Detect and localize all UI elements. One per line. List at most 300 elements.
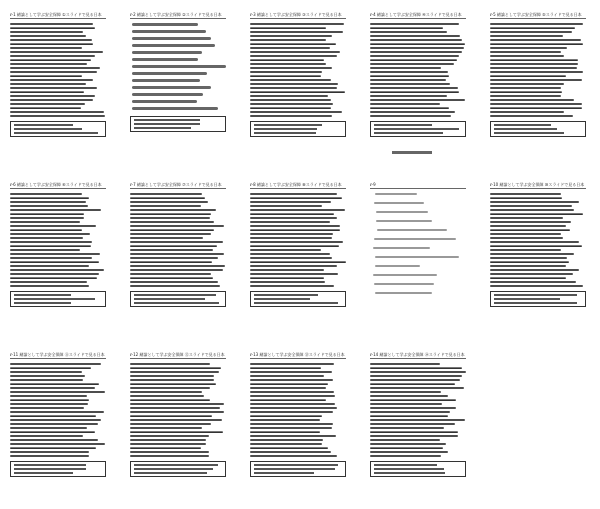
text-line [250, 435, 336, 437]
text-line [10, 371, 82, 373]
text-line [370, 115, 451, 117]
worksheet-page [6, 8, 110, 160]
text-line [490, 35, 563, 37]
text-line [250, 407, 337, 409]
text-line [370, 435, 458, 437]
text-line [10, 443, 105, 445]
text-line [370, 395, 448, 397]
text-line [250, 95, 328, 97]
text-line [250, 221, 330, 223]
text-line [370, 39, 462, 41]
notes-line [134, 302, 219, 304]
text-line [130, 383, 216, 385]
notes-line [14, 124, 73, 126]
text-line [490, 51, 561, 53]
text-line [10, 59, 91, 61]
notes-line [14, 464, 86, 466]
text-line [250, 193, 337, 195]
text-line [250, 367, 321, 369]
worksheet-page [126, 8, 230, 160]
text-line [490, 87, 561, 89]
text-line [10, 411, 104, 413]
notes-box [10, 461, 106, 477]
page-title: ℓ-11 緒論として学ぶ安全保障 ⑪スライドで見る日本 [10, 352, 105, 357]
text-line [370, 371, 466, 373]
text-line [10, 237, 83, 239]
notes-line [134, 298, 205, 300]
text-line [10, 39, 92, 41]
notes-box [490, 121, 586, 137]
notes-line [254, 472, 314, 474]
title-rule [250, 358, 346, 359]
text-line [250, 237, 332, 239]
notes-line [14, 472, 73, 474]
worksheet-page [126, 348, 230, 500]
notes-line [494, 132, 564, 134]
notes-line [134, 472, 207, 474]
notes-box [10, 291, 106, 307]
text-line [10, 87, 97, 89]
text-line [250, 47, 330, 49]
text-line [10, 27, 95, 29]
title-rule [10, 358, 106, 359]
text-line [130, 233, 211, 235]
text-line [250, 419, 320, 421]
notes-box [130, 116, 226, 132]
text-line [10, 455, 89, 457]
text-line [10, 451, 89, 453]
text-line [130, 435, 209, 437]
text-line [490, 107, 582, 109]
text-line [10, 253, 100, 255]
notes-line [14, 298, 95, 300]
text-line [490, 233, 561, 235]
text-line [370, 375, 462, 377]
text-line [250, 455, 337, 457]
text-line [250, 281, 325, 283]
text-line [10, 383, 99, 385]
title-rule [370, 188, 466, 189]
text-line [130, 411, 224, 413]
text-line [250, 87, 337, 89]
text-line [370, 451, 448, 453]
notes-line [134, 123, 200, 125]
text-line [10, 209, 101, 211]
text-line [250, 451, 331, 453]
text-line [130, 201, 208, 203]
worksheet-page [486, 178, 590, 330]
text-line [10, 83, 86, 85]
handwriting-line [373, 274, 437, 276]
text-line [490, 209, 574, 211]
text-line [250, 233, 333, 235]
notes-line [254, 132, 316, 134]
text-line [10, 47, 82, 49]
text-line [250, 91, 345, 93]
text-line [490, 269, 579, 271]
text-line [130, 261, 212, 263]
text-line [490, 205, 572, 207]
handwriting-line [374, 238, 456, 240]
handwriting-line [132, 72, 207, 75]
text-line [10, 103, 85, 105]
text-line [250, 51, 340, 53]
text-line [370, 427, 444, 429]
notes-line [254, 468, 335, 470]
text-line [370, 55, 459, 57]
text-line [490, 285, 583, 287]
text-line [490, 253, 574, 255]
notes-line [494, 298, 560, 300]
worksheet-page [366, 348, 470, 500]
text-line [10, 281, 87, 283]
notes-line [374, 464, 437, 466]
handwriting-line [132, 44, 215, 47]
text-line [490, 237, 563, 239]
text-line [250, 111, 342, 113]
text-line [490, 91, 562, 93]
handwriting-line [132, 51, 202, 54]
text-line [250, 83, 338, 85]
text-line [130, 443, 206, 445]
text-line [10, 447, 96, 449]
text-line [130, 213, 211, 215]
notes-line [14, 468, 86, 470]
text-line [490, 59, 578, 61]
text-line [130, 217, 210, 219]
text-line [10, 221, 80, 223]
text-line [130, 273, 211, 275]
text-line [490, 83, 564, 85]
text-line [370, 23, 459, 25]
text-line [130, 427, 202, 429]
text-line [250, 375, 324, 377]
notes-line [254, 128, 317, 130]
handwriting-line [374, 202, 423, 204]
text-line [250, 39, 326, 41]
text-line [10, 363, 101, 365]
text-line [130, 371, 219, 373]
notes-box [250, 291, 346, 307]
text-line [130, 253, 224, 255]
text-line [490, 39, 581, 41]
text-line [490, 75, 566, 77]
text-line [250, 399, 326, 401]
text-line [370, 439, 440, 441]
text-line [10, 249, 80, 251]
text-line [490, 99, 574, 101]
text-line [10, 91, 84, 93]
notes-line [254, 464, 338, 466]
text-line [250, 115, 332, 117]
text-line [10, 51, 103, 53]
text-line [250, 79, 331, 81]
handwriting-line [132, 100, 197, 103]
text-line [370, 35, 460, 37]
notes-line [134, 127, 191, 129]
text-line [250, 261, 346, 263]
text-line [490, 265, 566, 267]
text-line [370, 99, 465, 101]
notes-line [134, 119, 200, 121]
notes-box [490, 291, 586, 307]
title-rule [370, 18, 466, 19]
notes-line [254, 298, 310, 300]
title-rule [10, 18, 106, 19]
text-line [250, 43, 336, 45]
text-line [370, 67, 441, 69]
text-line [490, 47, 567, 49]
handwriting-line [132, 107, 218, 110]
text-line [370, 415, 448, 417]
text-line [10, 261, 99, 263]
text-line [10, 23, 93, 25]
text-line [130, 379, 214, 381]
text-line [130, 391, 202, 393]
notes-line [494, 124, 551, 126]
text-line [370, 43, 465, 45]
text-line [370, 83, 450, 85]
text-line [10, 71, 97, 73]
text-line [130, 439, 206, 441]
text-line [130, 249, 213, 251]
text-line [10, 273, 99, 275]
text-line [10, 375, 85, 377]
notes-line [14, 132, 98, 134]
handwriting-line [374, 283, 434, 285]
worksheet-page [246, 178, 350, 330]
text-line [10, 431, 95, 433]
text-line [370, 75, 449, 77]
notes-line [374, 472, 445, 474]
text-line [130, 229, 214, 231]
text-line [10, 245, 91, 247]
notes-line [374, 468, 444, 470]
notes-box [370, 461, 466, 477]
worksheet-page [246, 348, 350, 500]
text-line [10, 197, 89, 199]
text-line [10, 427, 87, 429]
handwriting-line [132, 58, 198, 61]
text-line [10, 63, 87, 65]
handwriting-line [376, 211, 428, 213]
text-line [250, 285, 334, 287]
text-line [250, 415, 322, 417]
text-line [10, 399, 89, 401]
text-line [10, 367, 91, 369]
text-line [250, 63, 326, 65]
text-line [250, 71, 322, 73]
text-line [130, 193, 202, 195]
page-title: ℓ-12 緒論として学ぶ安全保障 ⑫スライドで見る日本 [130, 352, 225, 357]
text-line [10, 265, 89, 267]
notes-box [370, 121, 466, 137]
title-rule [250, 18, 346, 19]
page-title: ℓ-3 緒論として学ぶ安全保障 ③スライドで見る日本 [250, 12, 342, 17]
text-line [130, 363, 210, 365]
text-line [130, 415, 212, 417]
text-line [370, 447, 443, 449]
handwriting-line [132, 37, 211, 40]
text-line [250, 197, 342, 199]
worksheet-page [6, 348, 110, 500]
text-line [250, 99, 331, 101]
notes-box [130, 291, 226, 307]
text-line [370, 47, 464, 49]
text-line [490, 27, 575, 29]
text-line [10, 205, 88, 207]
text-line [130, 375, 214, 377]
text-line [370, 443, 446, 445]
text-line [250, 391, 334, 393]
worksheet-page [366, 178, 470, 330]
page-title: ℓ-1 緒論として学ぶ安全保障 ①スライドで見る日本 [10, 12, 102, 17]
text-line [10, 379, 83, 381]
text-line [10, 75, 82, 77]
text-line [370, 27, 443, 29]
text-line [370, 411, 450, 413]
text-line [490, 261, 569, 263]
text-line [250, 229, 340, 231]
notes-line [254, 124, 322, 126]
text-line [250, 67, 332, 69]
text-line [10, 95, 95, 97]
text-line [10, 193, 82, 195]
text-line [490, 63, 578, 65]
handwriting-line [132, 86, 211, 89]
notes-line [134, 464, 218, 466]
text-line [370, 31, 447, 33]
text-line [10, 31, 83, 33]
handwriting-line [373, 247, 430, 249]
handwriting-line [132, 23, 198, 26]
text-line [130, 221, 214, 223]
handwriting-line [376, 220, 431, 222]
text-line [490, 217, 563, 219]
text-line [250, 447, 328, 449]
text-line [250, 217, 337, 219]
text-line [490, 197, 562, 199]
text-line [250, 107, 331, 109]
notes-box [10, 121, 106, 137]
text-line [10, 241, 92, 243]
notes-line [14, 302, 71, 304]
notes-line [14, 294, 71, 296]
text-line [370, 79, 446, 81]
handwriting-line [375, 256, 460, 258]
text-line [130, 285, 220, 287]
text-line [370, 91, 459, 93]
notes-line [134, 468, 213, 470]
text-line [250, 423, 333, 425]
text-line [250, 273, 338, 275]
notes-line [494, 294, 577, 296]
handwriting-line [132, 65, 226, 68]
text-line [370, 387, 464, 389]
text-line [250, 241, 343, 243]
worksheet-page [486, 8, 590, 160]
notes-line [134, 294, 216, 296]
text-line [10, 285, 89, 287]
text-line [250, 225, 340, 227]
text-line [490, 55, 564, 57]
text-line [130, 241, 223, 243]
worksheet-page [366, 8, 470, 160]
text-line [130, 447, 201, 449]
text-line [490, 221, 571, 223]
text-line [10, 269, 104, 271]
text-line [10, 423, 98, 425]
text-line [10, 79, 93, 81]
text-line [490, 245, 582, 247]
text-line [490, 241, 579, 243]
text-line [490, 31, 572, 33]
page-title: ℓ-2 緒論として学ぶ安全保障 ②スライドで見る日本 [130, 12, 222, 17]
text-line [10, 395, 87, 397]
text-line [250, 35, 332, 37]
text-line [490, 225, 566, 227]
text-line [490, 281, 576, 283]
text-line [10, 407, 84, 409]
page-title: ℓ-9 [370, 182, 376, 187]
text-line [130, 431, 223, 433]
text-line [370, 363, 440, 365]
text-line [10, 257, 92, 259]
notes-line [374, 128, 459, 130]
text-line [10, 391, 105, 393]
text-line [130, 209, 216, 211]
handwritten-note [392, 151, 432, 154]
page-title: ℓ-14 緒論として学ぶ安全保障 ⑭スライドで見る日本 [370, 352, 465, 357]
text-line [250, 379, 333, 381]
text-line [130, 395, 204, 397]
text-line [130, 237, 203, 239]
text-line [250, 257, 332, 259]
page-title: ℓ-13 緒論として学ぶ安全保障 ⑬スライドで見る日本 [250, 352, 345, 357]
notes-line [254, 302, 338, 304]
page-title: ℓ-8 緒論として学ぶ安全保障 ⑧スライドで見る日本 [250, 182, 342, 187]
title-rule [10, 188, 106, 189]
handwriting-line [375, 265, 419, 267]
handwriting-line [377, 229, 447, 231]
handwriting-line [375, 193, 417, 195]
text-line [10, 229, 82, 231]
text-line [370, 407, 456, 409]
page-title: ℓ-5 緒論として学ぶ安全保障 ⑤スライドで見る日本 [490, 12, 582, 17]
title-rule [130, 188, 226, 189]
text-line [10, 415, 96, 417]
text-line [370, 455, 441, 457]
text-line [370, 403, 442, 405]
text-line [130, 451, 209, 453]
text-line [490, 111, 564, 113]
text-line [10, 115, 105, 117]
text-line [250, 245, 339, 247]
text-line [250, 395, 335, 397]
text-line [130, 245, 217, 247]
text-line [250, 443, 322, 445]
notes-box [250, 121, 346, 137]
worksheet-page [6, 178, 110, 330]
text-line [10, 35, 86, 37]
page-title: ℓ-10 緒論として学ぶ安全保障 ⑩スライドで見る日本 [490, 182, 585, 187]
page-title: ℓ-4 緒論として学ぶ安全保障 ④スライドで見る日本 [370, 12, 462, 17]
text-line [490, 79, 582, 81]
text-line [490, 229, 570, 231]
text-line [370, 367, 462, 369]
handwriting-line [132, 93, 203, 96]
text-line [10, 439, 98, 441]
